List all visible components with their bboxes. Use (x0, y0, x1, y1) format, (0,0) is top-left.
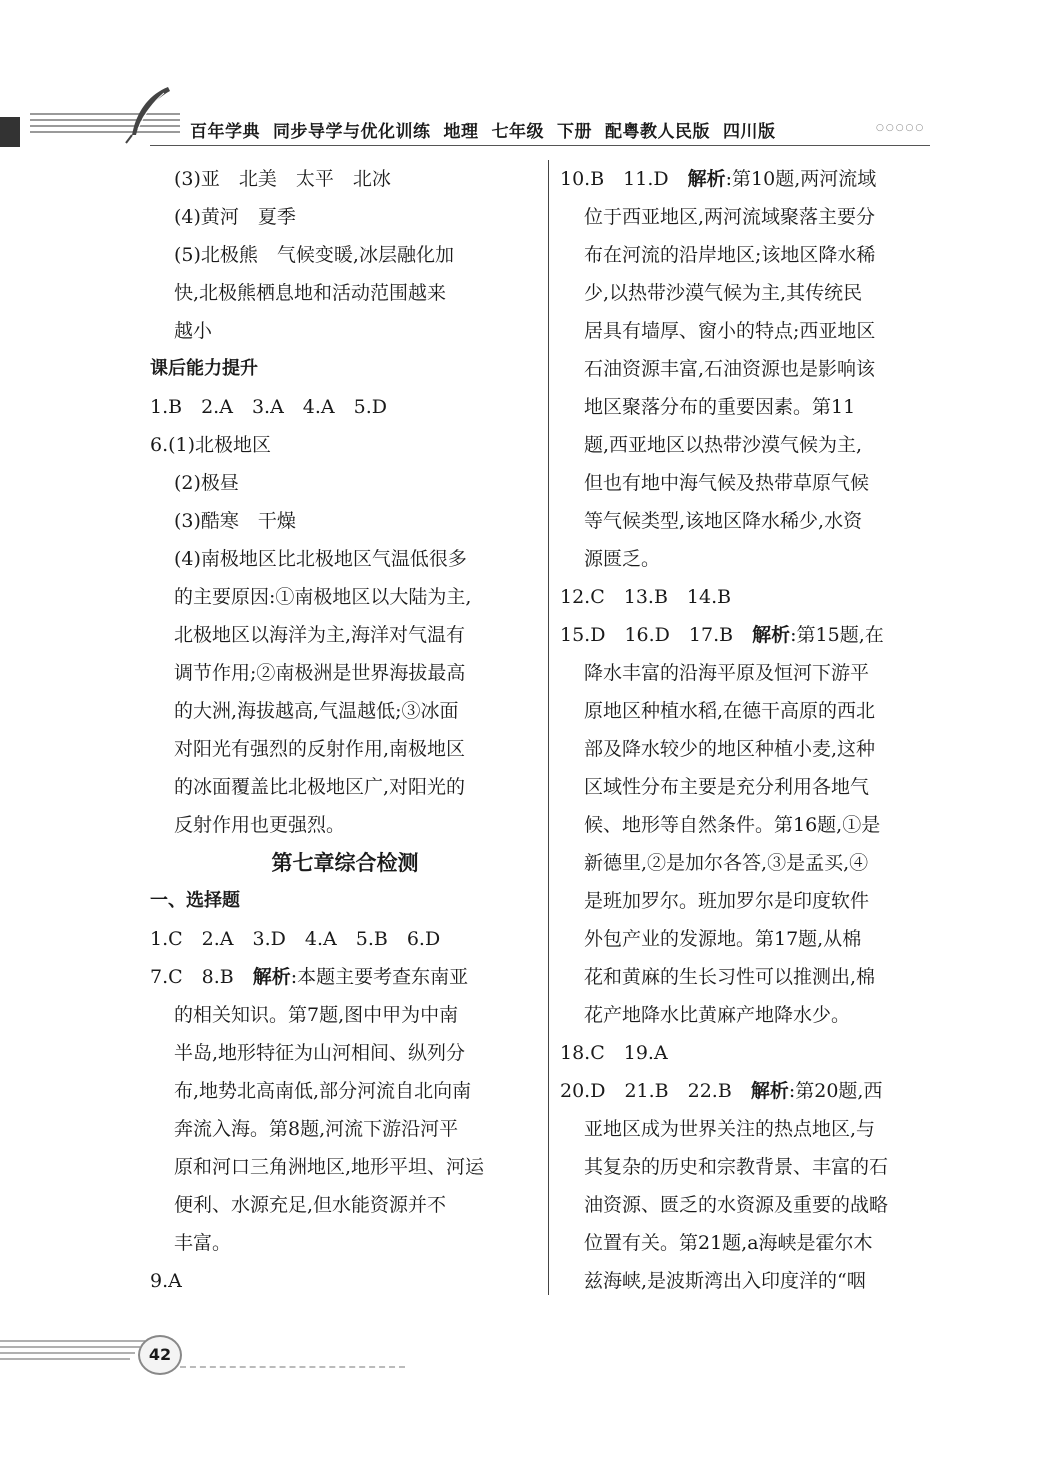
quill-icon (118, 85, 178, 145)
text-line: 花和黄麻的生长习性可以推测出,棉 (584, 966, 876, 988)
text-line: 北极地区以海洋为主,海洋对气温有 (174, 624, 466, 646)
answer-run: 15.D 16.D 17.B (560, 624, 753, 646)
text-run: :第10题,两河流域 (725, 168, 877, 190)
text-line: 少,以热带沙漠气候为主,其传统民 (584, 282, 863, 304)
answer-run: 7.C 8.B (150, 966, 253, 988)
text-line: 降水丰富的沿海平原及恒河下游平 (584, 662, 870, 684)
text-line: 但也有地中海气候及热带草原气候 (584, 472, 870, 494)
right-column (560, 160, 945, 1300)
text-line: (4)南极地区比北极地区气温低很多 (174, 548, 467, 570)
text-run: :第15题,在 (790, 624, 884, 646)
analysis-label: 解析 (252, 966, 291, 988)
text-line: 油资源、匮乏的水资源及重要的战略 (584, 1194, 889, 1216)
analysis-label: 解析 (752, 624, 791, 646)
text-line: 1.B 2.A 3.A 4.A 5.D (150, 396, 387, 418)
text-line: 布,地势北高南低,部分河流自北向南 (174, 1080, 472, 1102)
section-heading: 课后能力提升 (150, 358, 258, 379)
page-header (0, 85, 1048, 155)
text-line: 源匮乏。 (584, 548, 661, 570)
text-line: 题,西亚地区以热带沙漠气候为主, (584, 434, 863, 456)
chapter-title: 第七章综合检测 (271, 851, 419, 875)
header-region: 四川版 (723, 122, 776, 142)
text-run: :第20题,西 (788, 1080, 883, 1102)
answer-run: 20.D 21.B 22.B (560, 1080, 751, 1102)
text-line: 半岛,地形特征为山河相间、纵列分 (174, 1042, 466, 1064)
header-series: 同步导学与优化训练 (273, 122, 431, 142)
text-line (560, 616, 945, 654)
text-line: 反射作用也更强烈。 (174, 814, 346, 836)
text-line: 亚地区成为世界关注的热点地区,与 (584, 1118, 876, 1140)
text-line: 的主要原因:①南极地区以大陆为主, (174, 586, 472, 608)
text-line (560, 160, 945, 198)
text-line: 原和河口三角洲地区,地形平坦、河运 (174, 1156, 485, 1178)
text-line: 调节作用;②南极洲是世界海拔最高 (174, 662, 466, 684)
text-line: (2)极昼 (174, 472, 239, 494)
text-line: 花产地降水比黄麻产地降水少。 (584, 1004, 851, 1026)
header-brand: 百年学典 (190, 122, 260, 142)
analysis-label: 解析 (750, 1080, 789, 1102)
text-line: 石油资源丰富,石油资源也是影响该 (584, 358, 876, 380)
text-line: 奔流入海。第8题,河流下游沿河平 (174, 1118, 459, 1140)
text-line: 其复杂的历史和宗教背景、丰富的石 (584, 1156, 889, 1178)
text-run: (5)北极熊 气候变暖,冰层融化加 (174, 244, 454, 266)
text-line: 是班加罗尔。班加罗尔是印度软件 (584, 890, 870, 912)
header-edition: 配粤教人民版 (605, 122, 710, 142)
footer-dashed-rule (180, 1366, 405, 1368)
text-line: 新德里,②是加尔各答,③是孟买,④ (584, 852, 869, 874)
text-line: 区域性分布主要是充分利用各地气 (584, 776, 870, 798)
text-line: 原地区种植水稻,在德干高原的西北 (584, 700, 876, 722)
header-rule (150, 145, 930, 146)
text-run: :本题主要考查东南亚 (290, 966, 469, 988)
text-line: 的相关知识。第7题,图中甲为中南 (174, 1004, 459, 1026)
text-line: 位置有关。第21题,a海峡是霍尔木 (584, 1232, 873, 1254)
text-line: (3)酷寒 干燥 (174, 510, 296, 532)
answer-run: 10.B 11.D (560, 168, 688, 190)
page-number: 42 (138, 1335, 182, 1375)
text-line: 快,北极熊栖息地和活动范围越来 (174, 282, 447, 304)
text-line: 6.(1)北极地区 (150, 434, 272, 456)
header-dots: ○○○○○ (876, 123, 926, 133)
text-line: 丰富。 (174, 1232, 232, 1254)
page-footer (0, 1330, 600, 1380)
text-line (560, 1072, 945, 1110)
text-line: 等气候类型,该地区降水稀少,水资 (584, 510, 863, 532)
text-line: 的大洲,海拔越高,气温越低;③冰面 (174, 700, 459, 722)
text-line: 1.C 2.A 3.D 4.A 5.B 6.D (150, 928, 441, 950)
text-line: (4)黄河 夏季 (174, 206, 296, 228)
text-line: (3)亚 北美 太平 北冰 (174, 168, 391, 190)
text-line: 对阳光有强烈的反射作用,南极地区 (174, 738, 466, 760)
section-heading: 一、选择题 (150, 890, 240, 911)
text-line: 部及降水较少的地区种植小麦,这种 (584, 738, 876, 760)
text-line: 位于西亚地区,两河流域聚落主要分 (584, 206, 876, 228)
text-line: 便利、水源充足,但水能资源并不 (174, 1194, 447, 1216)
text-line: 外包产业的发源地。第17题,从棉 (584, 928, 862, 950)
header-title (190, 117, 789, 142)
text-line: 9.A (150, 1270, 182, 1292)
text-line: 地区聚落分布的重要因素。第11 (584, 396, 856, 418)
header-subject: 地理 (443, 122, 479, 142)
text-line: 候、地形等自然条件。第16题,①是 (584, 814, 881, 836)
text-line: 越小 (174, 320, 213, 342)
text-line: 布在河流的沿岸地区;该地区降水稀 (584, 244, 876, 266)
analysis-label: 解析 (687, 168, 726, 190)
footer-stripes (0, 1340, 145, 1368)
text-line: 兹海峡,是波斯湾出入印度洋的“咽 (584, 1270, 866, 1292)
header-grade: 七年级 (491, 122, 544, 142)
left-column (150, 160, 540, 1300)
text-line: 18.C 19.A (560, 1042, 668, 1064)
text-line: 居具有墙厚、窗小的特点;西亚地区 (584, 320, 876, 342)
text-line: 的冰面覆盖比北极地区广,对阳光的 (174, 776, 466, 798)
text-line (150, 236, 540, 274)
column-divider (548, 160, 549, 1295)
header-volume: 下册 (557, 122, 592, 142)
text-line: 12.C 13.B 14.B (560, 586, 732, 608)
text-line (150, 958, 540, 996)
